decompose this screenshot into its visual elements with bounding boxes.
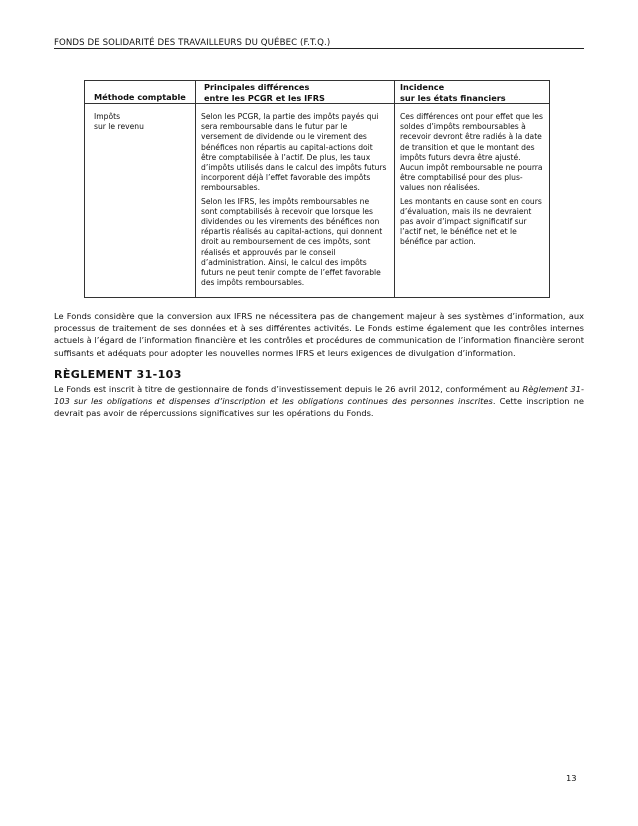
page-number: 13 [566, 773, 577, 783]
column-header-method: Méthode comptable [94, 92, 186, 102]
regulation-paragraph: Le Fonds est inscrit à titre de gestionnaire de fonds d’investissement depuis le 26 avril 2012, conformément au Règlement 31-103 sur les obligations et dispenses d’inscription et les obligations continues des personnes inscrites. Cette inscription ne devrait pas avoir de répercussions significatives sur les opérations du Fonds. [54, 384, 584, 419]
cell-method: Impôts sur le revenu [94, 112, 144, 132]
running-header: FONDS DE SOLIDARITÉ DES TRAVAILLEURS DU QUÉBEC (F.T.Q.) [54, 38, 331, 48]
column-header-differences: Principales différences entre les PCGR et les IFRS [204, 82, 325, 103]
column-divider [394, 81, 395, 297]
cell-impact: Ces différences ont pour effet que les soldes d’impôts remboursables à recevoir devront être radiés à la date de transition et que le montant des impôts futurs devra être ajusté. Aucun impôt remboursable ne pourra être comptabilisé pour des plus-values non réalisées. Les montants en cause sont en cours d’évaluation, mais ils ne devraient pas avoir d’impact significatif sur l’actif net, le bénéfice net et le bénéfice par action. [400, 112, 543, 247]
section-title: RÈGLEMENT 31-103 [54, 368, 182, 381]
conversion-paragraph: Le Fonds considère que la conversion aux IFRS ne nécessitera pas de changement majeur à ses systèmes d’information, aux processus de traitement de ses données et à ses différentes activités. Le Fonds estime également que les contrôles internes actuels à l’égard de l’information financière et les contrôles et procédures de communication de l’information financière seront suffisants et adéquats pour adopter les nouvelles normes IFRS et leurs exigences de divulgation d’information. [54, 311, 584, 358]
header-rule [54, 48, 584, 49]
column-header-impact: Incidence sur les états financiers [400, 82, 506, 103]
cell-differences: Selon les PCGR, la partie des impôts payés qui sera remboursable dans le futur par le versement de dividende ou le virement des bénéfices non répartis au capital-actions doit être comptabilisée à l’actif. De plus, les taux d’impôts utilisés dans le calcul des impôts futurs incorporent déjà l’effet favorable des impôts remboursables. Selon les IFRS, les impôts remboursables ne sont comptabilisés à recevoir que lorsque les dividendes ou les virements des bénéfices non répartis réalisés au capital-actions, qui donnent droit au remboursement de ces impôts, sont réalisés et approuvés par le conseil d’administration. Ainsi, le calcul des impôts futurs ne peut tenir compte de l’effet favorable des impôts remboursables. [201, 112, 387, 288]
ifrs-differences-table [84, 80, 550, 298]
column-divider [195, 81, 196, 297]
